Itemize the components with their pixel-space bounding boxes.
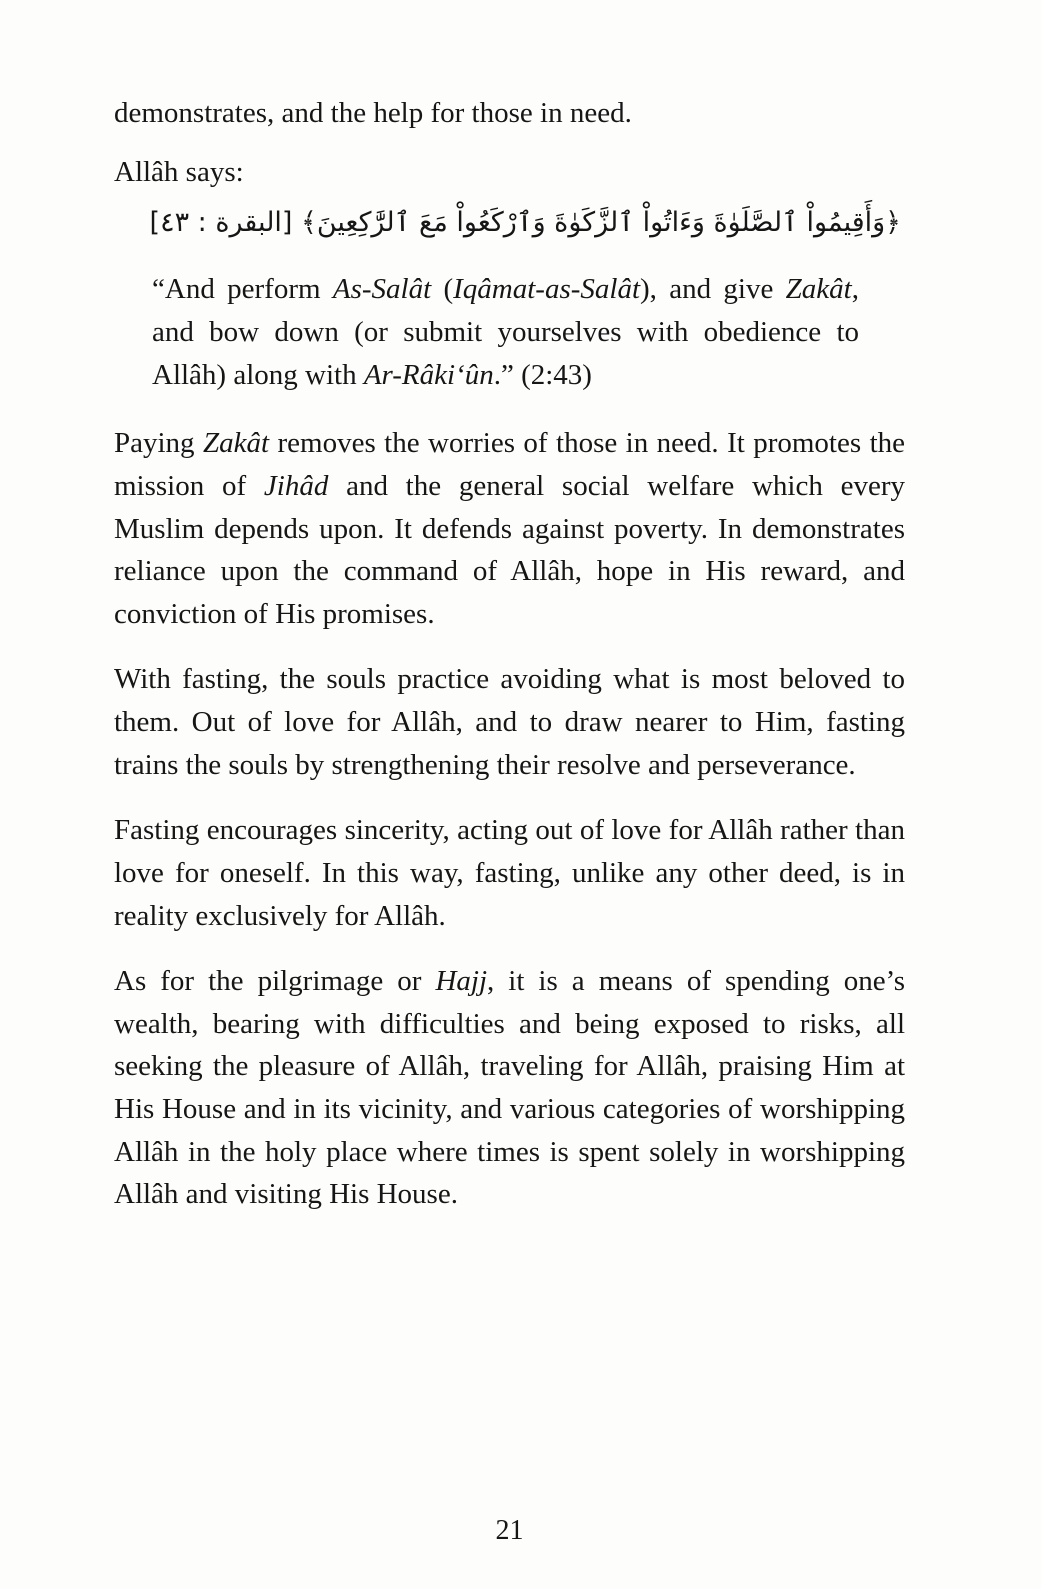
paragraph-continuation: demonstrates, and the help for those in need.	[114, 97, 632, 129]
arabic-verse: ﴿وَأَقِيمُواْ ٱلصَّلَوٰةَ وَءَاتُواْ ٱلزَّكَوٰةَ وَٱرْكَعُواْ مَعَ ٱلرَّٰكِعِينَ﴾ [البقرة : ٤٣]	[149, 207, 901, 239]
paragraph-hajj: As for the pilgrimage or Hajj, it is a means of spending one’s wealth, bearing with difficulties and being exposed to risks, all seeking the pleasure of Allâh, traveling for Allâh, praising Him at His House and in its vicinity, and various categories of worshipping Allâh in the holy place where times is spent solely in worshipping Allâh and visiting His House.	[114, 965, 905, 1211]
translation-quote: “And perform As-Salât (Iqâmat-as-Salât), and give Zakât, and bow down (or submit yourselves with obedience to Allâh) along with Ar-Râki‘ûn.” (2:43)	[152, 273, 859, 391]
page-number: 21	[495, 1515, 524, 1546]
allah-says-line: Allâh says:	[114, 155, 244, 188]
paragraph-zakat-benefits: Paying Zakât removes the worries of those in need. It promotes the mission of Jihâd and the general social welfare which every Muslim depends upon. It defends against poverty. In demonstrates reliance upon the command of Allâh, hope in His reward, and conviction of His promises.	[114, 427, 906, 630]
paragraph-fasting-sincerity: Fasting encourages sincerity, acting out of love for Allâh rather than love for oneself. In this way, fasting, unlike any other deed, is in reality exclusively for Allâh.	[114, 814, 905, 932]
paragraph-fasting-souls: With fasting, the souls practice avoiding what is most beloved to them. Out of love for Allâh, and to draw nearer to Him, fasting trains the souls by strengthening their resolve and perseverance.	[114, 663, 905, 781]
